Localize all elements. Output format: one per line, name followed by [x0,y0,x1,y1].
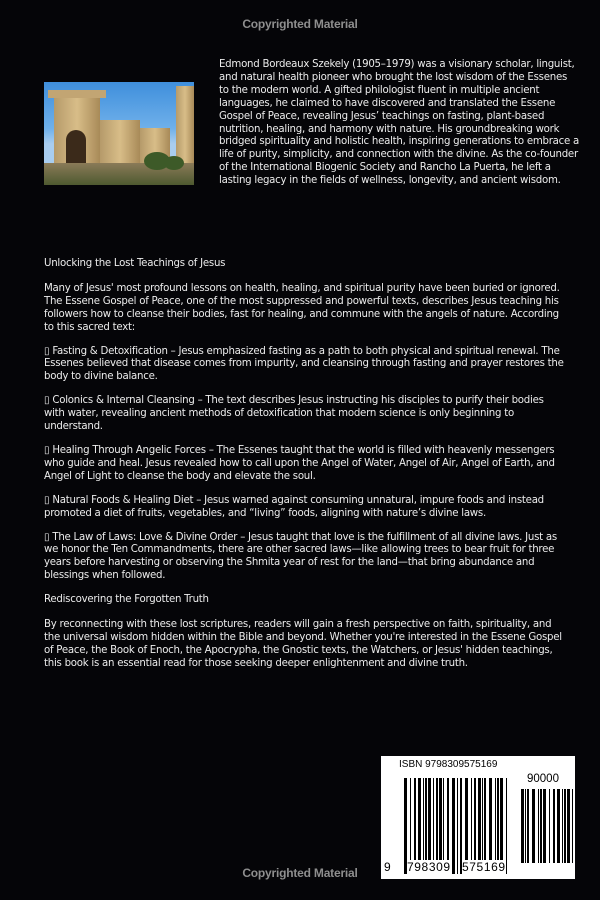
bullet-angelic-forces: ▯ Healing Through Angelic Forces – The Essenes taught that the world is filled with heavenly messengers who guide and heal. Jesus revealed how to call upon the Angel of Water, Angel of Air, Angel of Earth, and Angel of Light to cleanse the body and elevate the soul. [44,444,555,482]
bullet-colonics: ▯ Colonics & Internal Cleansing – The text describes Jesus instructing his disciples to purify their bodies with water, revealing ancient methods of detoxification that modern science is only beginning to understand. [44,395,544,433]
barcode-digit-first: 9 [384,860,391,874]
barcode-bar [557,789,560,863]
barcode-bar [538,789,539,863]
intro-paragraph: Many of Jesus' most profound lessons on health, healing, and spiritual purity have been buried or ignored. The Essene Gospel of Peace, one of the most suppressed and powerful texts, describes Jesus teaching his followers how to cleanse their bodies, fast for healing, and commune with the angels of nature. According to this sacred text: [44,282,560,333]
isbn-barcode [381,756,575,879]
barcode-bar [452,778,455,874]
barcode-bar [521,789,524,863]
copyright-watermark-bottom: Copyrighted Material [242,866,358,880]
jerusalem-citadel-photo [44,82,194,185]
section-heading-rediscovering: Rediscovering the Forgotten Truth [44,594,209,606]
book-description [44,258,564,682]
barcode-bar [506,778,507,874]
barcode-digits-right: 575169 [462,860,506,874]
isbn-label: ISBN 9798309575169 [399,759,498,770]
barcode-digits-left: 798309 [407,860,451,874]
barcode-bar [525,789,526,863]
bullet-natural-foods: ▯ Natural Foods & Healing Diet – Jesus warned against consuming unnatural, impure foods and instead promoted a diet of fruits, vegetables, and “living” foods, aligning with nature’s divine laws. [44,494,544,519]
bullet-law-of-laws: ▯ The Law of Laws: Love & Divine Order – Jesus taught that love is the fulfillment of all divine laws. Just as we honor the Ten Commandments, there are other sacred laws—like allowing trees to bear fruit for three years before harvesting or observing the Shmita year of rest for the land—that bring abundance and blessings when followed. [44,531,557,582]
barcode-bar [549,789,550,863]
barcode-bar [572,789,573,863]
bullet-fasting: ▯ Fasting & Detoxification – Jesus emphasized fasting as a path to both physical and spiritual renewal. The Essenes believed that disease comes from impurity, and cleansing through fasting and prayer restores the body to divine balance. [44,345,564,383]
copyright-watermark-top: Copyrighted Material [242,17,358,31]
barcode-bar [527,789,529,863]
section-heading-unlocking: Unlocking the Lost Teachings of Jesus [44,258,226,269]
price-code: 90000 [527,773,559,785]
barcode-bar [564,789,566,863]
author-bio: Edmond Bordeaux Szekely (1905–1979) was a visionary scholar, linguist, and natural health pioneer who brought the lost wisdom of the Essenes to the modern world. A gifted philologist fluent in multiple ancient languages, he claimed to have discovered and translated the Essene Gospel of Peace, revealing Jesus’ teachings on fasting, plant-based nutrition, healing, and harmony with nature. His groundbreaking work bridged spirituality and holistic health, inspiring generations to embrace a life of purity, simplicity, and connection with the divine. As the co-founder of the International Biogenic Society and Rancho La Puerta, he left a lasting legacy in the fields of wellness, longevity, and ancient wisdom. [219,59,580,187]
barcode-bar [553,789,555,863]
barcode-bar [532,789,535,863]
barcode-bar [540,789,542,863]
closing-paragraph: By reconnecting with these lost scriptures, readers will gain a fresh perspective on faith, spirituality, and the universal wisdom hidden within the Bible and beyond. Whether you're interested in the Essene Gospel of Peace, the Book of Enoch, the Apocrypha, the Gnostic texts, the Watchers, or Jesus' hidden teachings, this book is an essential read for those seeking deeper enlightenment and divine truth. [44,619,562,669]
barcode-bar [567,789,570,863]
barcode-bar [457,778,458,874]
barcode-bar [562,789,563,863]
barcode-bar [543,789,546,863]
